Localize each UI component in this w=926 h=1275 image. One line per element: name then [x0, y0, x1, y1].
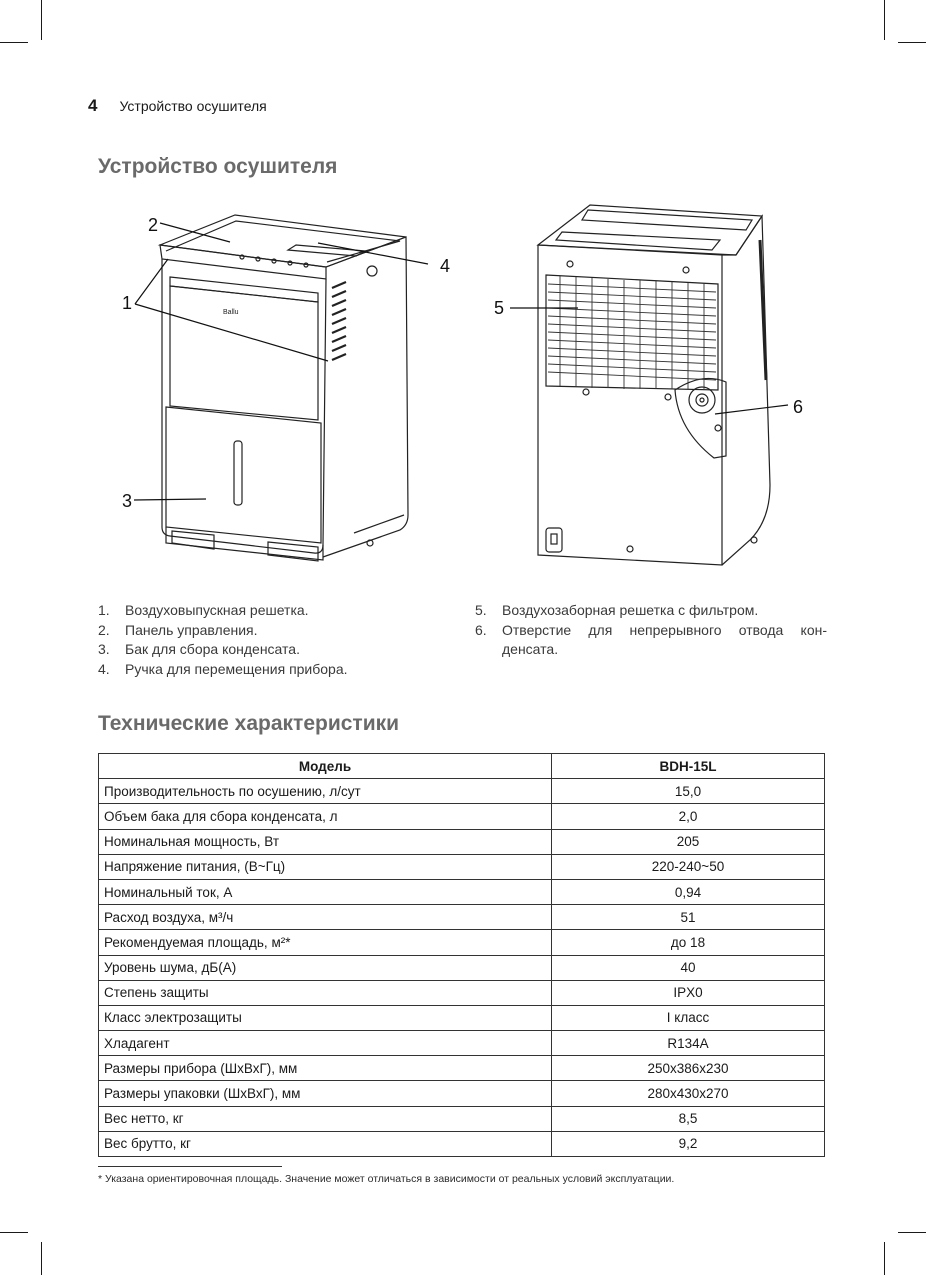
legend-item: [98, 601, 448, 621]
table-row: [99, 1131, 825, 1156]
page-number: 4: [88, 96, 98, 115]
spec-label: Вес нетто, кг: [99, 1106, 552, 1131]
legend-text: Ручка для перемещения прибора.: [125, 660, 348, 677]
spec-label: Расход воздуха, м³/ч: [99, 905, 552, 930]
running-header-title: Устройство осушителя: [119, 98, 267, 114]
legend-item: [98, 621, 448, 641]
crop-mark: [41, 1242, 42, 1275]
legend-item: [98, 660, 448, 680]
spec-value: I класс: [552, 1005, 825, 1030]
callout-1: 1: [122, 293, 133, 313]
legend-text: Панель управления.: [125, 621, 258, 638]
callout-5: 5: [494, 298, 505, 318]
spec-label: Вес брутто, кг: [99, 1131, 552, 1156]
crop-mark: [0, 1232, 28, 1233]
table-row: [99, 1056, 825, 1081]
table-row: [99, 779, 825, 804]
table-row: [99, 804, 825, 829]
specs-table: [98, 753, 825, 1157]
spec-label: Размеры прибора (ШхВхГ), мм: [99, 1056, 552, 1081]
spec-value: IPX0: [552, 980, 825, 1005]
legend-number: 1.: [98, 602, 110, 618]
crop-mark: [898, 1232, 926, 1233]
spec-label: Степень защиты: [99, 980, 552, 1005]
spec-label: Производительность по осушению, л/сут: [99, 779, 552, 804]
spec-label: Класс электрозащиты: [99, 1005, 552, 1030]
legend-number: 6.: [475, 621, 487, 638]
table-row: [99, 829, 825, 854]
legend-item: [475, 601, 827, 621]
spec-value: 15,0: [552, 779, 825, 804]
crop-mark: [884, 0, 885, 40]
callout-2: 2: [148, 215, 159, 235]
footnote-rule: [98, 1166, 282, 1167]
table-row: [99, 905, 825, 930]
legend-left: [98, 601, 448, 679]
spec-value: 2,0: [552, 804, 825, 829]
spec-label: Номинальная мощность, Вт: [99, 829, 552, 854]
crop-mark: [898, 42, 926, 43]
legend-text: Отверстие для непрерывного отвода кон-денсата.: [502, 621, 827, 657]
legend-text: Воздуховыпускная решетка.: [125, 602, 309, 618]
column-header-model-value: BDH-15L: [552, 754, 825, 779]
specs-table-body: [99, 779, 825, 1157]
section-title-device: Устройство осушителя: [98, 155, 338, 178]
spec-value: 51: [552, 905, 825, 930]
table-header-row: [99, 754, 825, 779]
footnote: * Указана ориентировочная площадь. Значение может отличаться в зависимости от реальных условий эксплуатации.: [98, 1173, 675, 1185]
spec-value: 40: [552, 955, 825, 980]
brand-logo: Ballu: [223, 309, 239, 316]
legend-item: [475, 621, 827, 660]
spec-value: 205: [552, 829, 825, 854]
spec-label: Рекомендуемая площадь, м²*: [99, 930, 552, 955]
legend-item: [98, 640, 448, 660]
table-row: [99, 1106, 825, 1131]
legend-text: Воздухозаборная решетка с фильтром.: [502, 602, 759, 618]
column-header-model: Модель: [99, 754, 552, 779]
legend-right: [475, 601, 827, 660]
crop-mark: [41, 0, 42, 40]
spec-value: R134A: [552, 1031, 825, 1056]
table-row: [99, 879, 825, 904]
back-view-illustration: [490, 200, 820, 575]
legend-number: 5.: [475, 602, 487, 618]
spec-value: 280x430x270: [552, 1081, 825, 1106]
spec-label: Размеры упаковки (ШхВхГ), мм: [99, 1081, 552, 1106]
spec-label: Номинальный ток, А: [99, 879, 552, 904]
legend-number: 2.: [98, 621, 110, 638]
table-row: [99, 930, 825, 955]
front-view-illustration: [118, 205, 458, 575]
legend-number: 4.: [98, 660, 110, 677]
spec-value: 250x386x230: [552, 1056, 825, 1081]
table-row: [99, 1081, 825, 1106]
spec-value: до 18: [552, 930, 825, 955]
spec-value: 8,5: [552, 1106, 825, 1131]
callout-3: 3: [122, 491, 133, 511]
crop-mark: [884, 1242, 885, 1275]
running-header: [88, 96, 267, 116]
spec-label: Хладагент: [99, 1031, 552, 1056]
spec-label: Уровень шума, дБ(А): [99, 955, 552, 980]
callout-6: 6: [793, 397, 804, 417]
spec-value: 9,2: [552, 1131, 825, 1156]
spec-value: 220-240~50: [552, 854, 825, 879]
table-row: [99, 955, 825, 980]
spec-label: Напряжение питания, (В~Гц): [99, 854, 552, 879]
legend-number: 3.: [98, 641, 110, 657]
table-row: [99, 854, 825, 879]
legend-text: Бак для сбора конденсата.: [125, 641, 300, 657]
table-row: [99, 980, 825, 1005]
crop-mark: [0, 42, 28, 43]
callout-4: 4: [440, 256, 451, 276]
spec-value: 0,94: [552, 879, 825, 904]
section-title-specs: Технические характеристики: [98, 712, 400, 735]
table-row: [99, 1005, 825, 1030]
table-row: [99, 1031, 825, 1056]
spec-label: Объем бака для сбора конденсата, л: [99, 804, 552, 829]
